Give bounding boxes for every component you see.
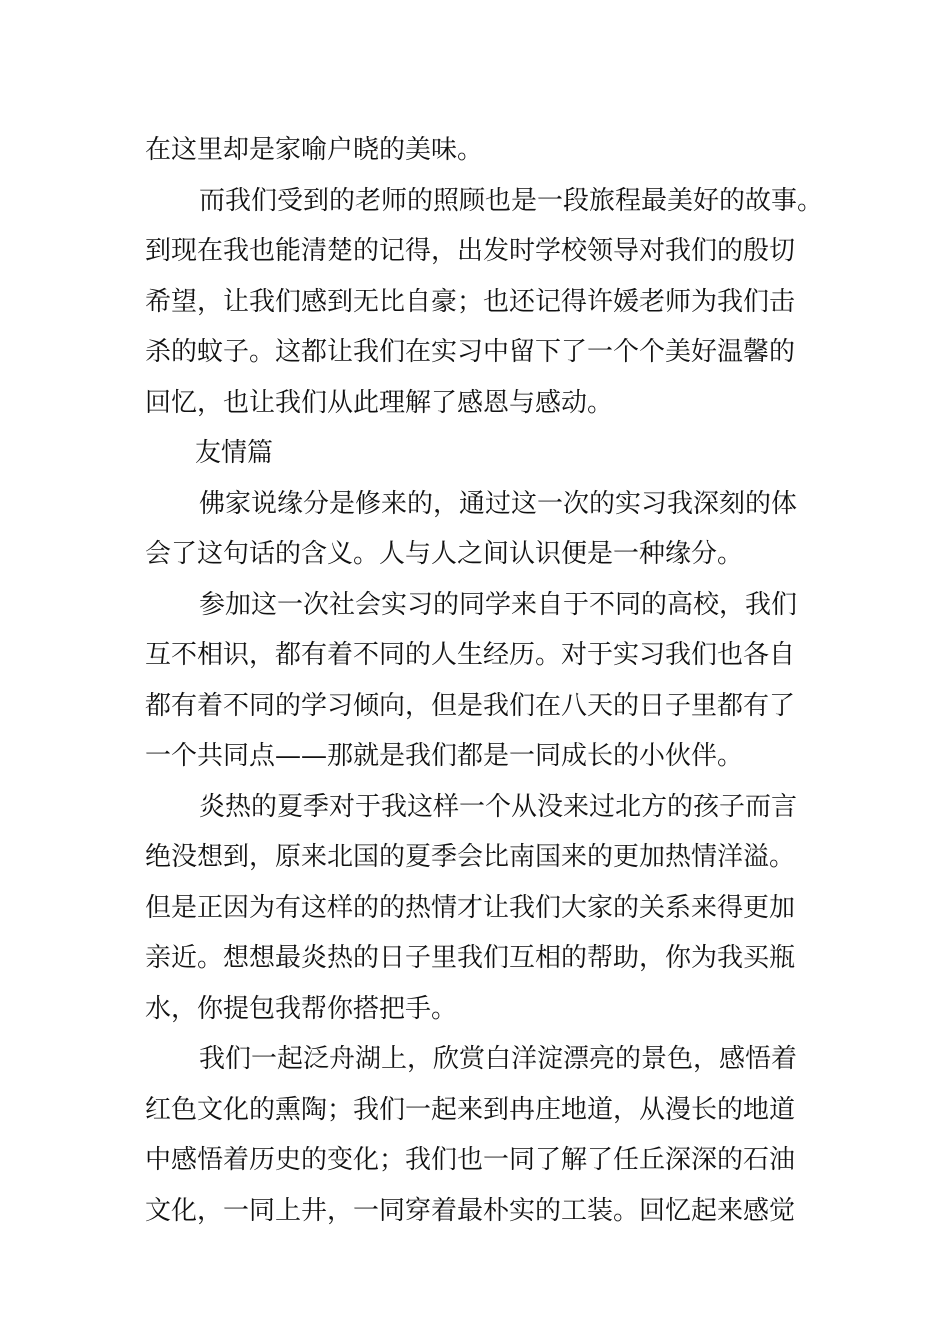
- text-line: 一个共同点——那就是我们都是一同成长的小伙伴。: [145, 741, 744, 771]
- paragraph-start-line: 佛家说缘分是修来的，通过这一次的实习我深刻的体: [199, 488, 798, 519]
- text-line: 到现在我也能清楚的记得，出发时学校领导对我们的殷切: [145, 236, 796, 266]
- text-line: 文化，一同上井，一同穿着最朴实的工装。回忆起来感觉: [145, 1195, 796, 1226]
- text-line: 回忆，也让我们从此理解了感恩与感动。: [145, 387, 614, 418]
- text-line: 杀的蚊子。这都让我们在实习中留下了一个个美好温馨的: [145, 337, 796, 367]
- text-line: 希望，让我们感到无比自豪；也还记得许媛老师为我们击: [145, 286, 796, 317]
- paragraph-start-line: 而我们受到的老师的照顾也是一段旅程最美好的故事。: [199, 185, 824, 216]
- text-line: 互不相识，都有着不同的人生经历。对于实习我们也各自: [145, 640, 796, 670]
- document-body: [145, 125, 824, 1236]
- text-line: 会了这句话的含义。人与人之间认识便是一种缘分。: [145, 539, 744, 569]
- paragraph-start-line: 炎热的夏季对于我这样一个从没来过北方的孩子而言: [199, 791, 798, 822]
- text-line: 都有着不同的学习倾向，但是我们在八天的日子里都有了: [145, 690, 796, 721]
- section-heading: 友情篇: [195, 438, 274, 468]
- text-line: 水，你提包我帮你搭把手。: [145, 993, 458, 1024]
- text-line: 亲近。想想最炎热的日子里我们互相的帮助，你为我买瓶: [145, 943, 796, 973]
- text-line: 绝没想到，原来北国的夏季会比南国来的更加热情洋溢。: [145, 842, 796, 872]
- text-line: 中感悟着历史的变化；我们也一同了解了任丘深深的石油: [145, 1145, 796, 1175]
- text-line: 在这里却是家喻户晓的美味。: [145, 135, 484, 165]
- text-line: 红色文化的熏陶；我们一起来到冉庄地道，从漫长的地道: [145, 1094, 796, 1125]
- paragraph-start-line: 我们一起泛舟湖上，欣赏白洋淀漂亮的景色，感悟着: [199, 1044, 798, 1074]
- text-line: 但是正因为有这样的的热情才让我们大家的关系来得更加: [145, 892, 796, 923]
- paragraph-start-line: 参加这一次社会实习的同学来自于不同的高校，我们: [199, 589, 798, 620]
